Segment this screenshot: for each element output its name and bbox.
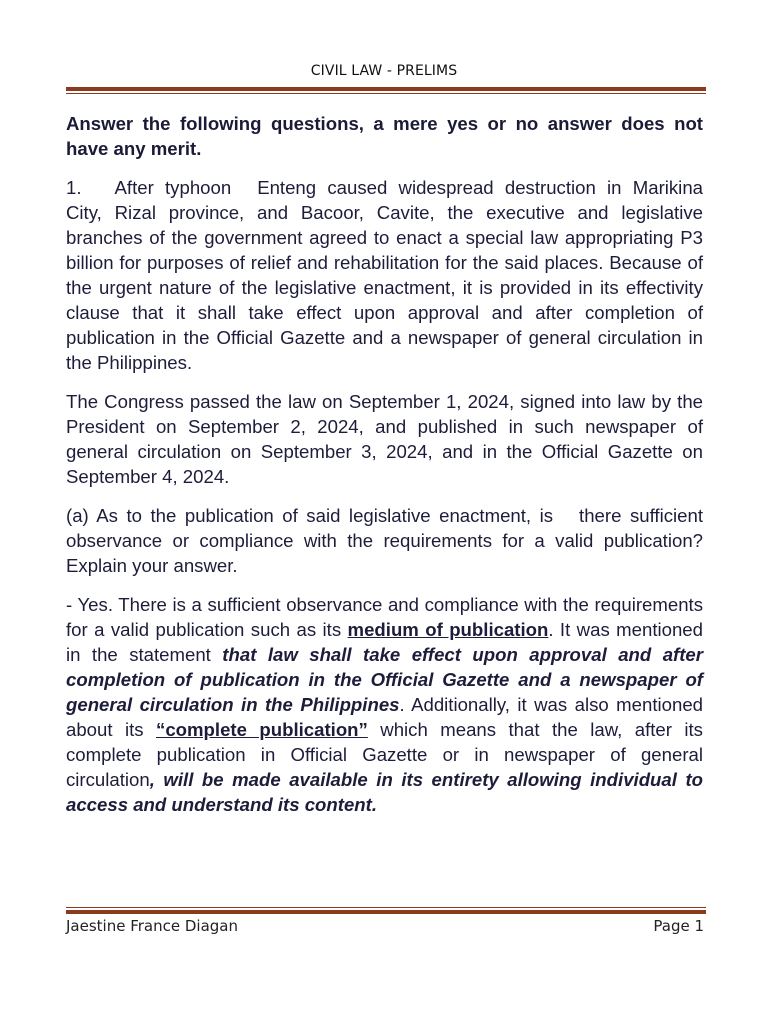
answer-keyword-medium: medium of publication bbox=[347, 619, 549, 640]
header-rule bbox=[66, 87, 706, 94]
header-title: CIVIL LAW - PRELIMS bbox=[310, 63, 458, 79]
question-1-paragraph bbox=[66, 175, 703, 375]
answer-text-3: . Additionally, it was also mentioned about its bbox=[66, 694, 703, 740]
answer-text-2: . It was mentioned in the statement bbox=[66, 619, 703, 665]
answer-text-4: which means that the law, after its complete publication in Official Gazette or in newspaper of general circulation bbox=[66, 719, 703, 790]
question-1a-text-a: (a) As to the publication of said legislative enactment, is bbox=[66, 505, 554, 526]
question-1a-text-b: there sufficient observance or compliance with the requirements for a valid publication? Explain your answer. bbox=[66, 505, 703, 576]
question-1-text-a: After typhoon bbox=[114, 177, 232, 198]
question-1-text-b: Enteng caused widespread destruction in Marikina City, Rizal province, and Bacoor, Cavite, the executive and legislative branches of the government agreed to enact a special law appropriating P3 billion for purposes of relief and rehabilitation for the said places. Because of the urgent nature of the legislative enactment, it is provided in its effectivity clause that it shall take effect upon approval and after completion of publication in the Official Gazette and a newspaper of general circulation in the Philippines. bbox=[66, 177, 703, 373]
answer-paragraph bbox=[66, 592, 703, 817]
answer-conclusion: , will be made available in its entirety allowing individual to access and understand its content. bbox=[66, 769, 703, 815]
footer-rule bbox=[66, 907, 706, 914]
question-1a bbox=[66, 503, 703, 578]
instructions: Answer the following questions, a mere yes or no answer does not have any merit. bbox=[66, 113, 703, 159]
document-body bbox=[66, 111, 703, 831]
footer-page-number: Page 1 bbox=[653, 917, 704, 935]
answer-text-1: - Yes. There is a sufficient observance and compliance with the requirements for a valid publication such as its bbox=[66, 594, 703, 640]
question-number: 1. bbox=[66, 177, 82, 198]
answer-quote-effectivity: that law shall take effect upon approval and after completion of publication in the Official Gazette and a newspaper of general circulation in the Philippines bbox=[66, 644, 703, 715]
footer-author: Jaestine France Diagan bbox=[66, 917, 238, 935]
question-1-facts: The Congress passed the law on September 1, 2024, signed into law by the President on September 2, 2024, and published in such newspaper of general circulation on September 3, 2024, and in the Official Gazette on September 4, 2024. bbox=[66, 391, 703, 487]
answer-keyword-complete: “complete publication” bbox=[156, 719, 368, 740]
